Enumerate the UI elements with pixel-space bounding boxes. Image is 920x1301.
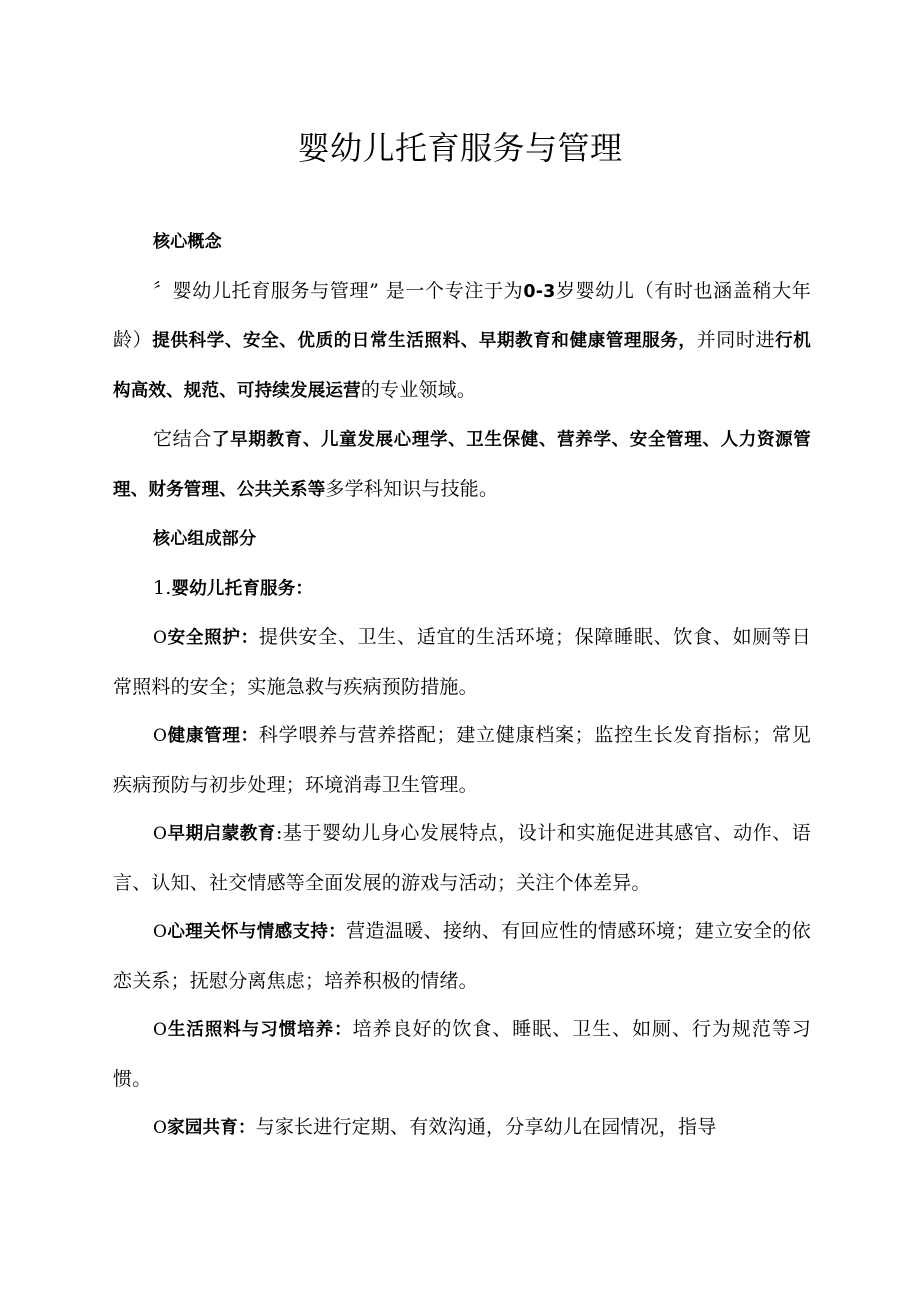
text-run: 岁婴幼儿（有时也涵盖稍大年龄） (113, 279, 811, 351)
heading-text: 核心概念 (153, 232, 222, 252)
paragraph-disciplines (113, 415, 811, 514)
item-text: 提供安全、卫生、适宜的生活环境；保障睡眠、饮食、如厕等日常照料的安全；实施急救与疾病预防措施。 (113, 626, 811, 698)
subheading-text: 婴幼儿托育服务： (171, 578, 314, 599)
item-text: :基于婴幼儿身心发展特点，设计和实施促进其感官、动作、语言、认知、社交情感等全面发展的游戏与活动；关注个体差异。 (113, 822, 811, 894)
text-run: 多学科知识与技能。 (325, 477, 499, 500)
bullet-marker: O (153, 922, 168, 942)
document-body (113, 217, 811, 1153)
item-text: 培养良好的饮食、睡眠、卫生、如厕、行为规范等习惯。 (113, 1018, 811, 1090)
bold-run: 了早期教育、儿童发展心理学、卫生保健、营养学、安全管理、人力资源管理、财务管理、公共关系等 (113, 430, 811, 500)
item-label: 家园共育： (167, 1118, 256, 1138)
section-heading-core-concept (113, 217, 811, 267)
list-item (113, 613, 811, 711)
item-label: 健康管理： (167, 726, 259, 746)
item-label: 生活照料与习惯培养： (167, 1020, 353, 1040)
list-item (113, 1005, 811, 1103)
section-heading-components (113, 514, 811, 564)
list-item (113, 907, 811, 1005)
list-number: 1. (153, 576, 172, 599)
item-text: 与家长进行定期、有效沟通，分享幼儿在园情况，指导 (255, 1116, 717, 1138)
item-label: 早期启蒙教育 (167, 824, 276, 844)
age-range: 0-3 (523, 281, 556, 302)
text-run: 的专业领域。 (360, 378, 477, 401)
bold-run: 提供科学、安全、优质的日常生活照料、早期教育和健康管理服务， (152, 331, 697, 351)
bold-run: 行机构高效、规范、可持续发展运营 (113, 331, 811, 401)
text-run: 并同时进 (696, 329, 776, 351)
item-text: 营造温暖、接纳、有回应性的情感环境；建立安全的依恋关系；抚慰分离焦虑；培养积极的情绪。 (113, 920, 812, 992)
heading-text: 核心组成部分 (153, 529, 257, 549)
bullet-marker: O (153, 1020, 168, 1040)
item-label: 心理关怀与情感支持： (167, 922, 347, 942)
page-title: 婴幼儿托育服务与管理 (297, 129, 623, 167)
list-item (113, 809, 811, 907)
item-text: 科学喂养与营养搭配；建立健康档案；监控生长发育指标；常见疾病预防与初步处理；环境消毒卫生管理。 (113, 724, 811, 796)
list-item (113, 1103, 811, 1153)
bullet-marker: O (153, 726, 168, 746)
list-item (113, 711, 811, 809)
bullet-marker: O (153, 824, 168, 844)
text-run: 〞婴幼儿托育服务与管理” 是一个专注于为 (153, 279, 524, 302)
subheading-childcare-services (113, 564, 811, 614)
paragraph-definition (113, 267, 811, 416)
text-run: 它结合 (153, 428, 212, 450)
bullet-marker: O (153, 1118, 168, 1138)
bullet-marker: O (153, 628, 168, 648)
item-label: 安全照护： (167, 628, 259, 648)
